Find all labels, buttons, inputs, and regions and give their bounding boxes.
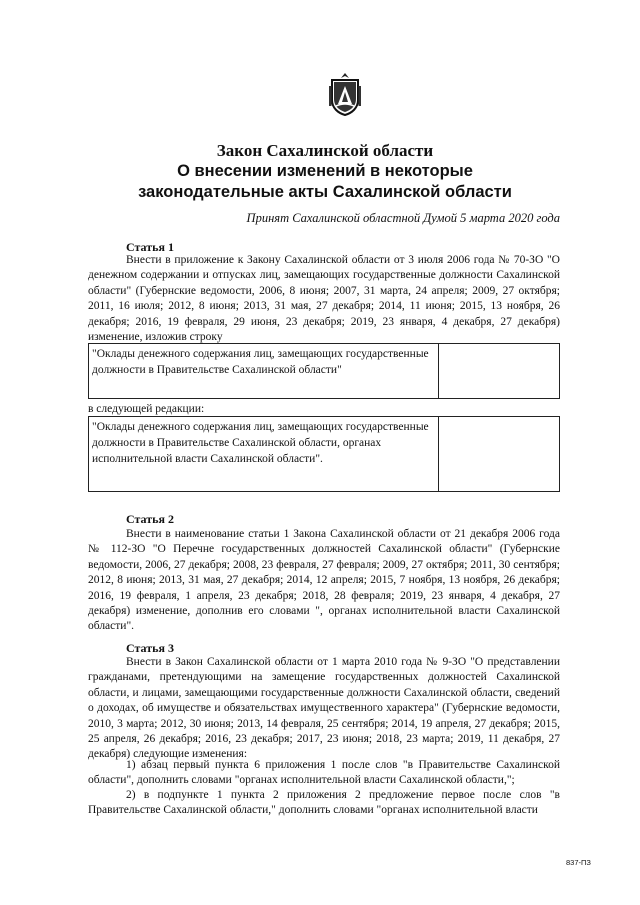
new-row-text: "Оклады денежного содержания лиц, замещающих государственные должности в Правительстве Сахалинской области, органах исполнительной власти Сахалинской области". — [89, 417, 439, 492]
article-2-heading: Статья 2 — [126, 512, 174, 526]
sakhalin-coat-of-arms-icon — [328, 72, 362, 116]
adoption-note: Принят Сахалинской областной Думой 5 марта 2020 года — [246, 211, 560, 225]
new-row-empty-cell — [439, 417, 560, 492]
document-code: 837-ПЗ — [566, 858, 591, 867]
article-3-item-2: 2) в подпункте 1 пункта 2 приложения 2 предложение первое после слов "в Правительстве Сахалинской области," дополнить словами "органах исполнительной власти — [88, 789, 560, 817]
law-title — [90, 140, 560, 203]
new-row-table — [88, 416, 560, 492]
title-line-3: законодательные акты Сахалинской области — [138, 183, 512, 201]
article-1-intro: Внести в приложение к Закону Сахалинской области от 3 июля 2006 года № 70-ЗО "О денежном содержании и отпусках лиц, замещающих государственные должности Сахалинской области" (Губернские ведомости, 2006, 8 июня; 2007, 31 марта, 24 апреля; 2009, 27 октября; 2011, 16 июля; 2012, 8 июня; 2013, 31 мая, 27 декабря; 2014, 11 июня; 2015, 13 ноября, 26 декабря; 2016, 19 февраля, 29 июня, 23 декабря; 2019, 23 января, 4 декабря, 27 декабря) изменение, изложив строку — [88, 254, 560, 344]
article-1-heading: Статья 1 — [126, 240, 174, 254]
article-1-connector: в следующей редакции: — [88, 403, 205, 415]
old-row-empty-cell — [439, 344, 560, 399]
old-row-text: "Оклады денежного содержания лиц, замещающих государственные должности в Правительстве Сахалинской области" — [89, 344, 439, 399]
old-row-table — [88, 343, 560, 399]
article-3-intro: Внести в Закон Сахалинской области от 1 марта 2010 года № 9-ЗО "О представлении гражданами, претендующими на замещение государственных должностей Сахалинской области, и лицами, замещающими государственные должности Сахалинской области, сведений о доходах, об имуществе и обязательствах имущественного характера" (Губернские ведомости, 2010, 3 марта; 2012, 30 июня; 2013, 14 февраля, 25 сентября; 2014, 19 апреля, 27 декабря; 2015, 25 апреля, 26 декабря; 2016, 23 декабря; 2017, 23 июня; 2018, 23 марта; 2019, 11 декабря, 27 декабря) следующие изменения: — [88, 656, 560, 761]
article-3-item-1: 1) абзац первый пункта 6 приложения 1 после слов "в Правительстве Сахалинской области", дополнить словами "органах исполнительной власти Сахалинской области,"; — [88, 759, 560, 787]
title-line-2: О внесении изменений в некоторые — [177, 162, 473, 180]
title-line-1: Закон Сахалинской области — [216, 141, 434, 160]
article-2-text: Внести в наименование статьи 1 Закона Сахалинской области от 21 декабря 2006 года № 112-ЗО "О Перечне государственных должностей Сахалинской области" (Губернские ведомости, 2006, 27 декабря; 2008, 23 февраля, 27 февраля; 2009, 27 октября; 2011, 30 сентября; 2012, 8 июня; 2013, 31 мая, 27 декабря; 2014, 12 апреля; 2015, 7 ноября, 13 ноября, 26 декабря; 2016, 19 февраля, 1 апреля, 23 декабря; 2018, 28 февраля; 2019, 23 января, 4 декабря, 27 декабря) изменение, дополнив его словами ", органах исполнительной власти Сахалинской области". — [88, 528, 560, 633]
article-3-heading: Статья 3 — [126, 641, 174, 655]
